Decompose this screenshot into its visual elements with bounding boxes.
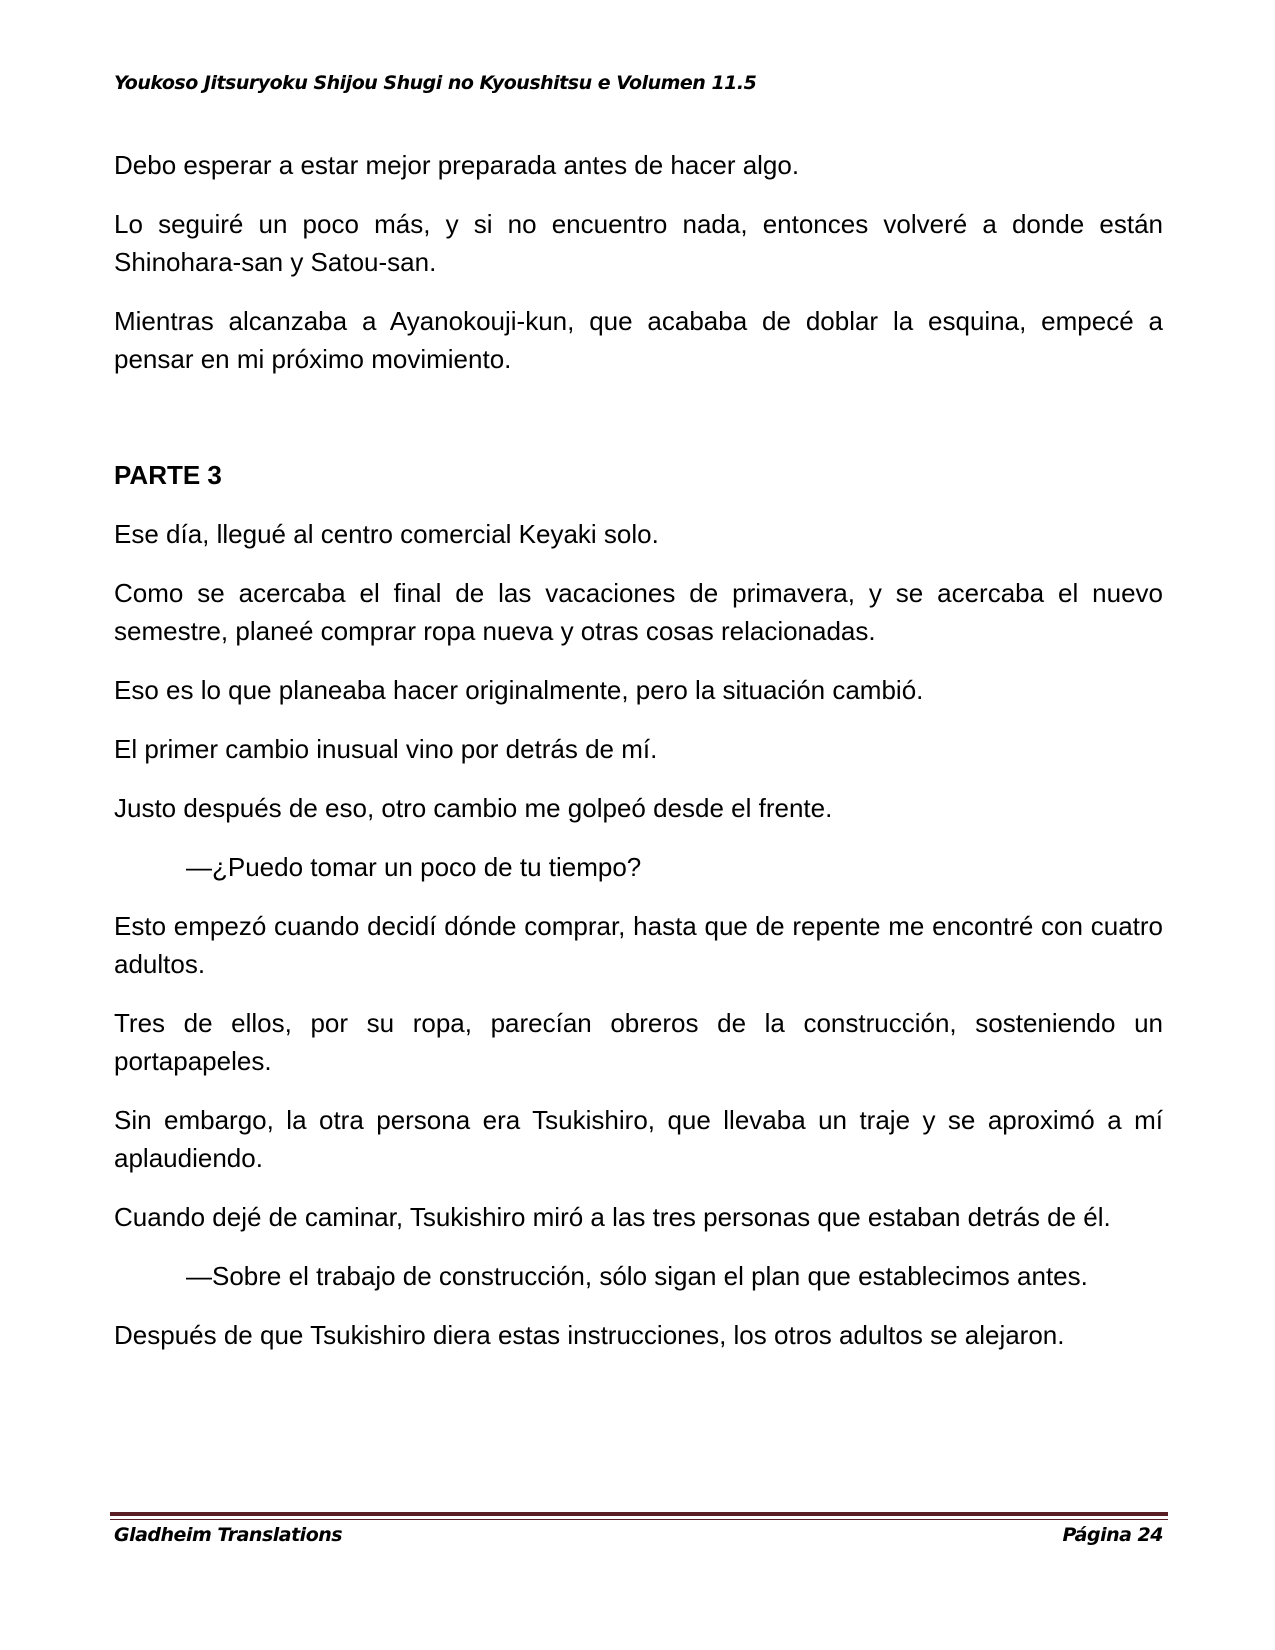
footer-rule-thin: [110, 1519, 1168, 1520]
running-header: Youkoso Jitsuryoku Shijou Shugi no Kyoushitsu e Volumen 11.5: [114, 72, 757, 94]
paragraph: Esto empezó cuando decidí dónde comprar, hasta que de repente me encontré con cuatro adultos.: [114, 911, 1163, 979]
paragraph: Como se acercaba el final de las vacaciones de primavera, y se acercaba el nuevo semestre, planeé comprar ropa nueva y otras cosas relacionadas.: [114, 578, 1163, 646]
dialogue-paragraph: —Sobre el trabajo de construcción, sólo sigan el plan que establecimos antes.: [186, 1261, 1088, 1291]
document-body: [114, 146, 1163, 1375]
page-number: Página 24: [1062, 1524, 1163, 1546]
section-heading: PARTE 3: [114, 460, 222, 490]
footer-rule: [110, 1512, 1168, 1516]
paragraph: El primer cambio inusual vino por detrás de mí.: [114, 734, 658, 764]
paragraph: Mientras alcanzaba a Ayanokouji-kun, que acababa de doblar la esquina, empecé a pensar en mi próximo movimiento.: [114, 306, 1163, 374]
paragraph: Después de que Tsukishiro diera estas instrucciones, los otros adultos se alejaron.: [114, 1320, 1065, 1350]
paragraph: Ese día, llegué al centro comercial Keyaki solo.: [114, 519, 659, 549]
dialogue-paragraph: —¿Puedo tomar un poco de tu tiempo?: [186, 852, 642, 882]
paragraph: Tres de ellos, por su ropa, parecían obreros de la construcción, sosteniendo un portapapeles.: [114, 1008, 1163, 1076]
paragraph: Eso es lo que planeaba hacer originalmente, pero la situación cambió.: [114, 675, 924, 705]
running-footer: [114, 1524, 1163, 1546]
paragraph: Justo después de eso, otro cambio me golpeó desde el frente.: [114, 793, 833, 823]
paragraph: Cuando dejé de caminar, Tsukishiro miró a las tres personas que estaban detrás de él.: [114, 1202, 1111, 1232]
paragraph: Sin embargo, la otra persona era Tsukishiro, que llevaba un traje y se aproximó a mí aplaudiendo.: [114, 1105, 1163, 1173]
footer-translator: Gladheim Translations: [114, 1524, 343, 1546]
paragraph: Lo seguiré un poco más, y si no encuentro nada, entonces volveré a donde están Shinohara-san y Satou-san.: [114, 209, 1163, 277]
paragraph: Debo esperar a estar mejor preparada antes de hacer algo.: [114, 150, 800, 180]
